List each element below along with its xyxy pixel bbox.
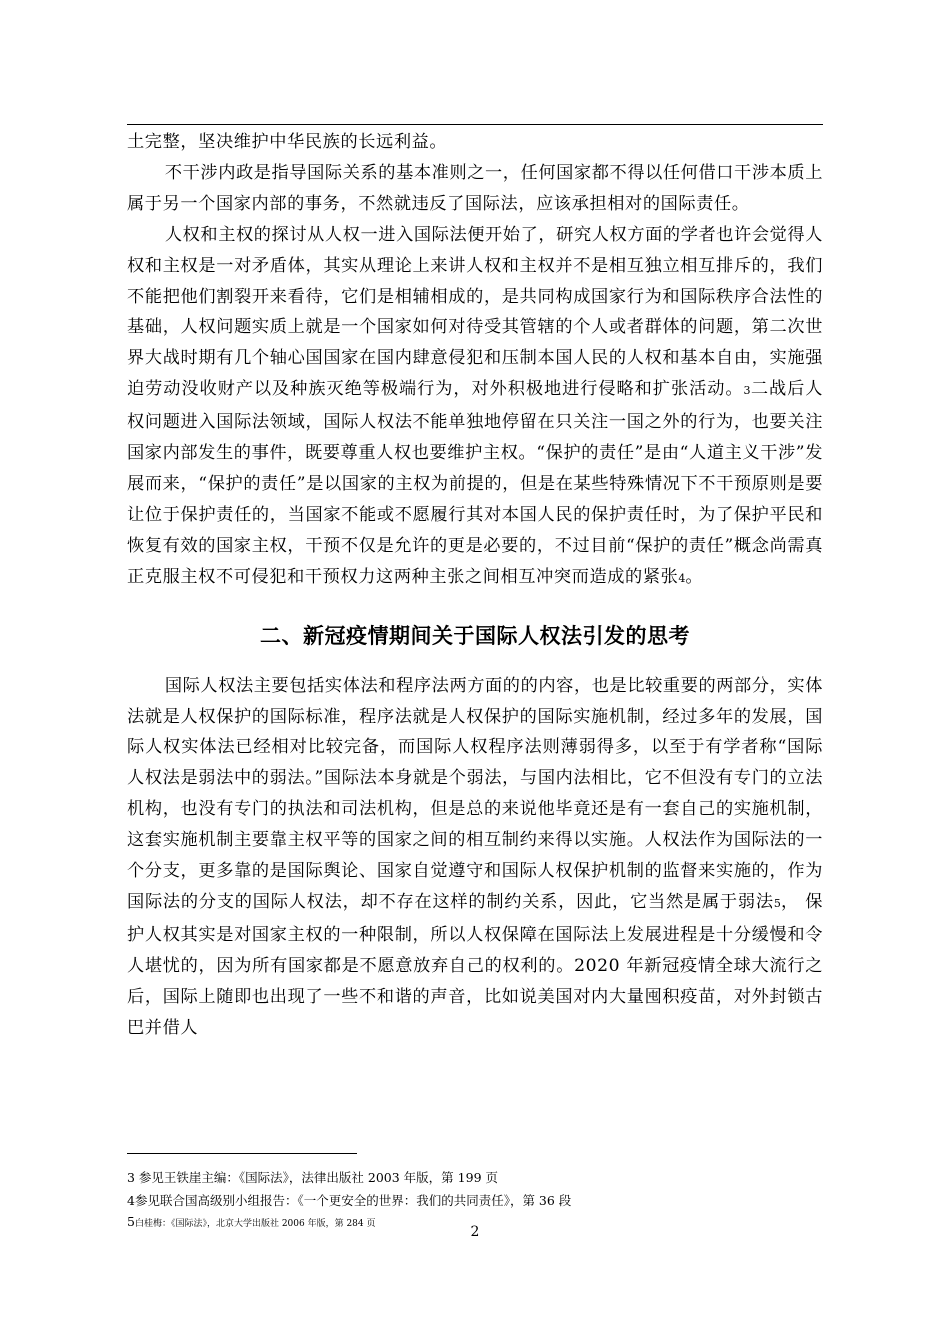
paragraph-text: 人权和主权的探讨从人权一进入国际法便开始了，研究人权方面的学者也许会觉得人权和主权是一对矛盾体，其实从理论上来讲人权和主权并不是相互独立相互排斥的，我们不能把他们割裂开来看待，它们是相辅相成的，是共同构成国家行为和国际秩序合法性的基础，人权问题实质上就是一个国家如何对待受其管辖的个人或者群体的问题，第二次世界大战时期有几个轴心国国家在国内肆意侵犯和压制本国人民的人权和基本自由，实施强迫劳动没收财产以及种族灭绝等极端行为，对外积极地进行侵略和扩张活动。 (127, 224, 823, 400)
footnote-4: 4参见联合国高级别小组报告：《一个更安全的世界：我们的共同责任》，第 36 段 (127, 1193, 572, 1208)
paragraph-text: 国际人权法主要包括实体法和程序法两方面的的内容，也是比较重要的两部分，实体法就是人权保护的国际标准，程序法就是人权保护的国际实施机制，经过多年的发展，国际人权实体法已经相对比较完备，而国际人权程序法则薄弱得多，以至于有学者称“国际人权法是弱法中的弱法。”国际法本身就是个弱法，与国内法相比，它不但没有专门的立法机构，也没有专门的执法和司法机构，但是总的来说他毕竟还是有一套自己的实施机制，这套实施机制主要靠主权平等的国家之间的相互制约来得以实施。人权法作为国际法的一个分支，更多靠的是国际舆论、国家自觉遵守和国际人权保护机制的监督来实施的，作为国际法的分支的国际人权法，却不存在这样的制约关系，因此，它当然是属于弱法 (127, 675, 823, 912)
footnote-3: 3 参见王铁崖主编：《国际法》，法律出版社 2003 年版，第 199 页 (127, 1170, 498, 1185)
footnote-ref-3: 3 (743, 384, 751, 398)
paragraph-international-human-rights-law (127, 671, 823, 1044)
footnote-5-text: 白桂梅：《国际法》，北京大学出版社 2006 年版，第 284 页 (134, 1219, 376, 1229)
footnote-ref-4: 4 (678, 571, 686, 585)
footnote-5-number: 5 (127, 1214, 135, 1229)
paragraph-text: ， 保护人权其实是对国家主权的一种限制，所以人权保障在国际法上发展进程是十分缓慢和令人堪忧的，因为所有国家都是不愿意放弃自己的权利的。2020 年新冠疫情全球大流行之后，国际上随即也出现了一些不和谐的声音，比如说美国对内大量囤积疫苗，对外封锁古巴并借人 (127, 891, 824, 1038)
body-text (127, 127, 823, 1043)
footnote-ref-5: 5 (773, 896, 781, 910)
section-heading: 二、新冠疫情期间关于国际人权法引发的思考 (260, 623, 690, 648)
footnote-separator (127, 1153, 357, 1154)
paragraph-text: 二战后人权问题进入国际法领域，国际人权法不能单独地停留在只关注一国之外的行为，也要关注国家内部发生的事件，既要尊重人权也要维护主权。“保护的责任”是由“人道主义干涉”发展而来，“保护的责任”是以国家的主权为前提的，但是在某些特殊情况下不干预原则是要让位于保护责任的，当国家不能或不愿履行其对本国人民的保护责任时，为了保护平民和恢复有效的国家主权，干预不仅是允许的更是必要的，不过目前“保护的责任”概念尚需真正克服主权不可侵犯和干预权力这两种主张之间相互冲突而造成的紧张 (127, 379, 823, 587)
paragraph-non-interference: 不干涉内政是指导国际关系的基本准则之一，任何国家都不得以任何借口干涉本质上属于另一个国家内部的事务，不然就违反了国际法，应该承担相对的国际责任。 (127, 162, 823, 214)
paragraph-text: 。 (685, 566, 704, 587)
page-number: 2 (470, 1224, 480, 1240)
paragraph-continued: 土完整，坚决维护中华民族的长远利益。 (127, 132, 448, 152)
header-rule (127, 124, 823, 125)
paragraph-human-rights-sovereignty (127, 220, 823, 595)
